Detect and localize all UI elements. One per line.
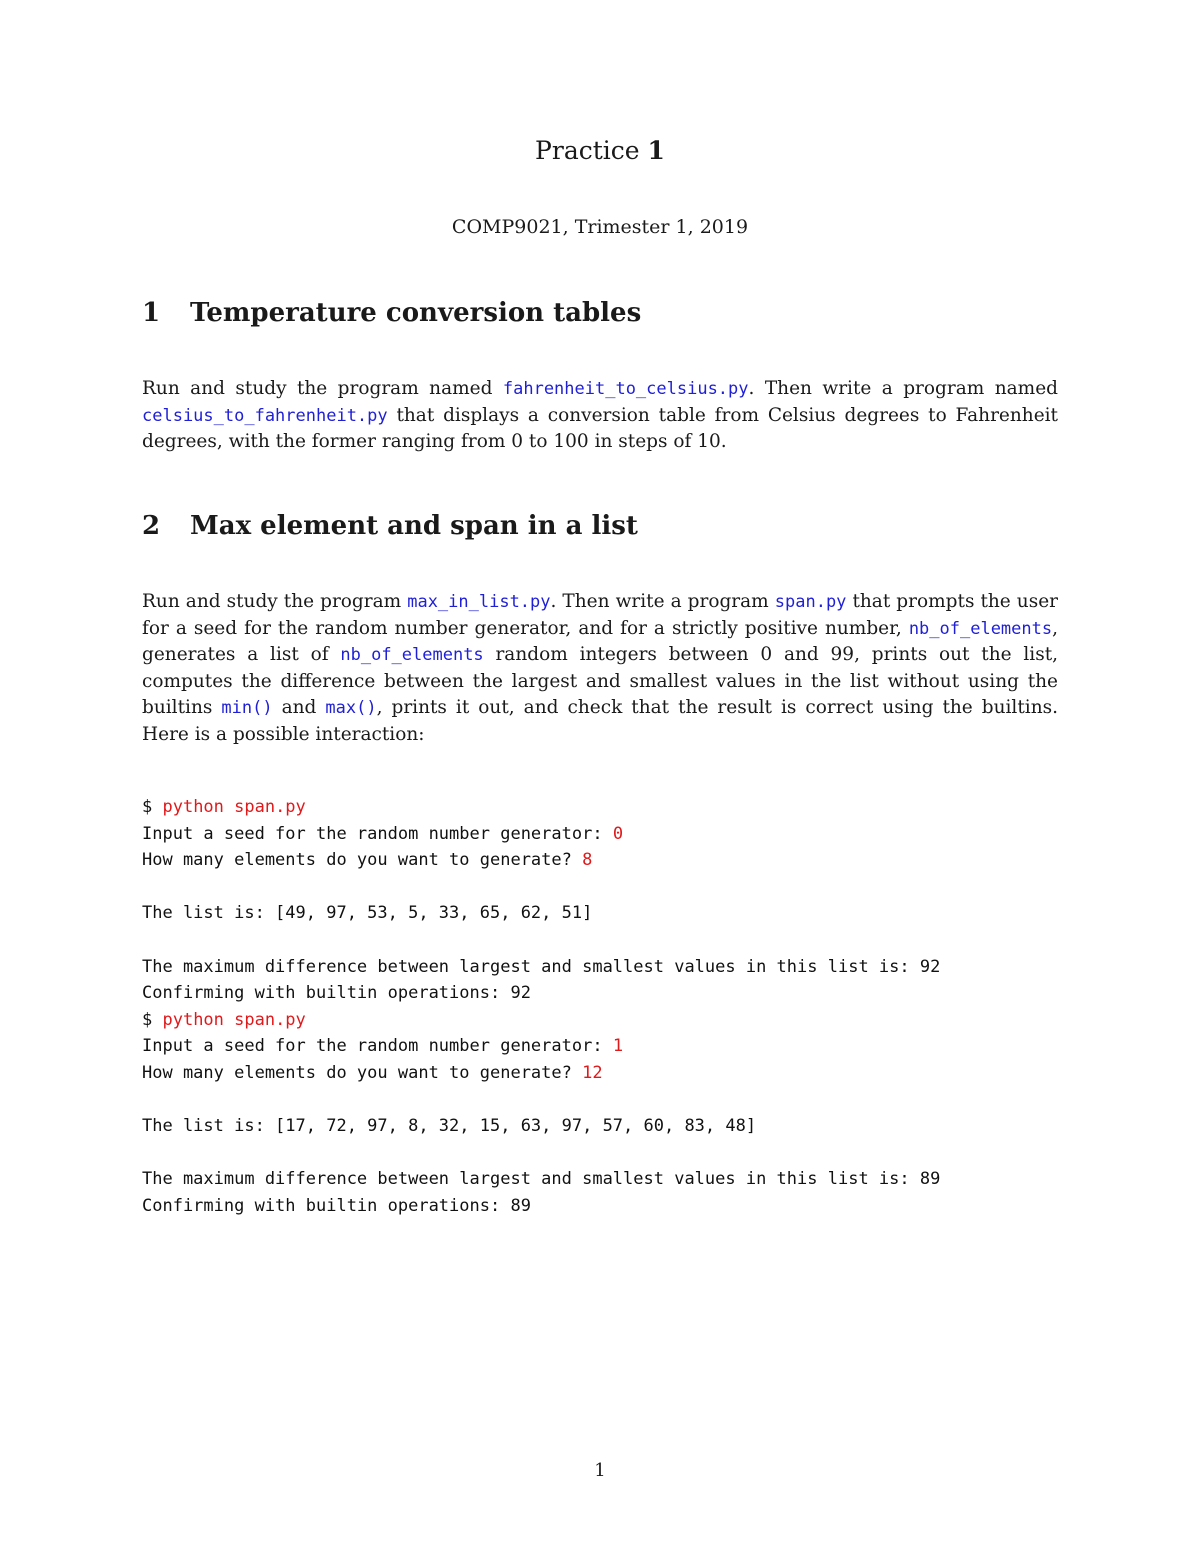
section-1-paragraph <box>142 376 1058 456</box>
user-input: 1 <box>612 1036 624 1057</box>
page-number: 1 <box>594 1460 606 1481</box>
terminal-line: The list is: [17, 72, 97, 8, 32, 15, 63, 97, 57, 60, 83, 48] <box>142 1116 757 1137</box>
section-1-heading <box>142 298 641 328</box>
terminal-line <box>142 1033 1058 1060</box>
section-1-title: Temperature conversion tables <box>190 298 642 328</box>
code-celsius-to-fahrenheit: celsius_to_fahrenheit.py <box>142 405 388 426</box>
section-1-number: 1 <box>142 298 161 328</box>
terminal-line: Confirming with builtin operations: 92 <box>142 983 531 1004</box>
title-number: 1 <box>647 136 665 165</box>
code-max: max() <box>325 698 377 718</box>
output-text: Input a seed for the random number generator: <box>142 1036 613 1057</box>
text-run: . Then write a program <box>550 591 775 612</box>
terminal-line <box>142 1007 1058 1034</box>
text-run: , generates a list of <box>142 617 1058 665</box>
code-min: min() <box>221 698 273 718</box>
text-run: that prompts the user for a seed for the random number generator, and for a strictly positive number, <box>142 591 1058 639</box>
shell-prompt: $ <box>142 1009 163 1030</box>
section-2-number: 2 <box>142 511 161 541</box>
terminal-line: The maximum difference between largest and smallest values in this list is: 92 <box>142 956 941 977</box>
terminal-line <box>142 794 1058 821</box>
terminal-line <box>142 821 1058 848</box>
output-text: How many elements do you want to generate? <box>142 1062 583 1083</box>
section-2-paragraph <box>142 589 1058 748</box>
code-fahrenheit-to-celsius: fahrenheit_to_celsius.py <box>502 379 749 399</box>
terminal-blank-line <box>142 1140 1058 1167</box>
text-run: . Then write a program named <box>748 378 1058 399</box>
user-input: 8 <box>582 850 593 871</box>
text-run: and <box>272 697 326 718</box>
terminal-line: The list is: [49, 97, 53, 5, 33, 65, 62, 51] <box>142 903 593 924</box>
section-2-heading <box>142 511 638 541</box>
title-text: Practice <box>535 136 640 165</box>
terminal-blank-line <box>142 1087 1058 1114</box>
terminal-line <box>142 847 1058 874</box>
user-input: 0 <box>612 823 624 844</box>
terminal-blank-line <box>142 927 1058 954</box>
page-title <box>0 136 1200 165</box>
output-text: Input a seed for the random number generator: <box>142 823 613 844</box>
code-span: span.py <box>774 592 847 612</box>
command: python span.py <box>162 797 306 817</box>
text-run: Run and study the program <box>142 591 408 612</box>
terminal-interaction <box>142 794 1058 1220</box>
terminal-blank-line <box>142 874 1058 901</box>
user-input: 12 <box>582 1062 603 1083</box>
text-run: , prints it out, and check that the result is correct using the builtins. Here is a possible interaction: <box>142 697 1058 745</box>
code-nb-of-elements: nb_of_elements <box>908 618 1053 639</box>
text-run: that displays a conversion table from Celsius degrees to Fahrenheit degrees, with the former ranging from 0 to 100 in steps of 10. <box>142 404 1058 452</box>
code-nb-of-elements: nb_of_elements <box>340 645 484 665</box>
output-text: How many elements do you want to generate? <box>142 850 583 871</box>
command: python span.py <box>162 1009 306 1030</box>
code-max-in-list: max_in_list.py <box>407 592 551 612</box>
text-run: Run and study the program named <box>142 378 503 399</box>
terminal-line: Confirming with builtin operations: 89 <box>142 1195 531 1216</box>
section-2-title: Max element and span in a list <box>190 511 638 541</box>
terminal-line: The maximum difference between largest and smallest values in this list is: 89 <box>142 1169 941 1190</box>
text-run: random integers between 0 and 99, prints out the list, computes the difference between the largest and smallest values in the list without using the builtins <box>142 644 1059 718</box>
shell-prompt: $ <box>142 797 163 817</box>
course-subtitle: COMP9021, Trimester 1, 2019 <box>451 216 749 238</box>
terminal-line <box>142 1060 1058 1087</box>
